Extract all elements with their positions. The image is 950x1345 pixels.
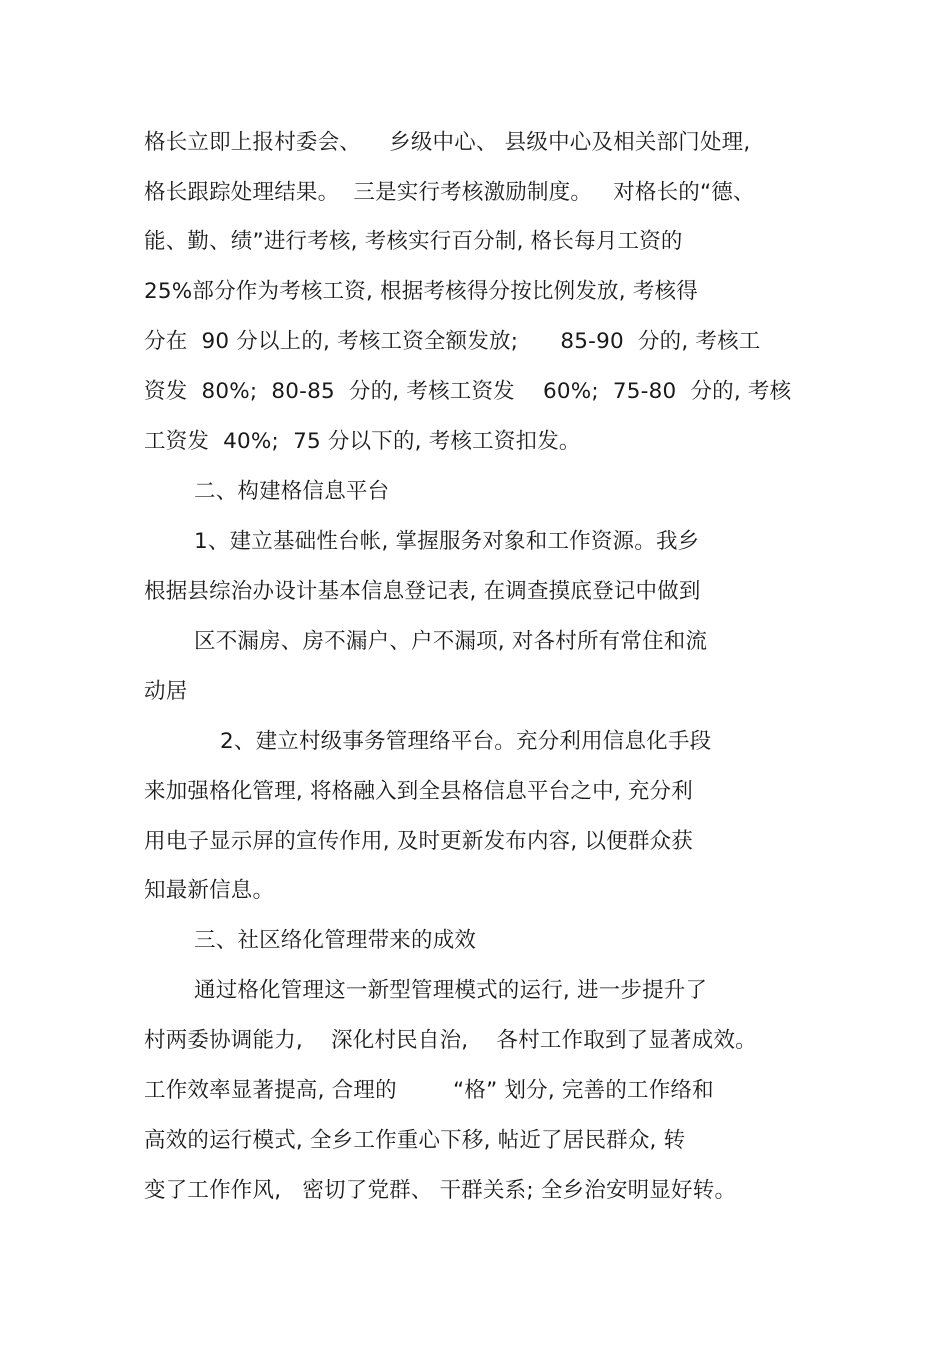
text-line: 高效的运行模式, 全乡工作重心下移, 帖近了居民群众, 转 [144,1128,686,1153]
text-line: 区不漏房、房不漏户、户不漏项, 对各村所有常住和流 [194,629,708,654]
text-line: 工资发 40%; 75 分以下的, 考核工资扣发。 [144,429,581,454]
text-line: 25%部分作为考核工资, 根据考核得分按比例发放, 考核得 [144,279,698,304]
text-line: 格长立即上报村委会、 乡级中心、 县级中心及相关部门处理, [144,130,751,155]
text-line: 村两委协调能力, 深化村民自治, 各村工作取到了显著成效。 [144,1028,757,1053]
text-line: 来加强格化管理, 将格融入到全县格信息平台之中, 充分利 [144,779,693,804]
text-line: 根据县综治办设计基本信息登记表, 在调查摸底登记中做到 [144,579,701,604]
text-line: 工作效率显著提高, 合理的 “格” 划分, 完善的工作络和 [144,1078,714,1103]
text-line: 1、建立基础性台帐, 掌握服务对象和工作资源。我乡 [194,529,700,554]
text-line: 2、建立村级事务管理络平台。充分利用信息化手段 [220,729,712,754]
text-line: 动居 [144,679,188,704]
text-line: 能、勤、绩”进行考核, 考核实行百分制, 格长每月工资的 [144,229,683,254]
text-line: 知最新信息。 [144,878,275,903]
section-heading: 二、构建格信息平台 [194,479,390,504]
text-line: 分在 90 分以上的, 考核工资全额发放; 85-90 分的, 考核工 [144,329,761,354]
text-line: 通过格化管理这一新型管理模式的运行, 进一步提升了 [194,978,708,1003]
text-line: 格长跟踪处理结果。 三是实行考核激励制度。 对格长的“德、 [144,180,755,205]
section-heading: 三、社区络化管理带来的成效 [194,928,477,953]
text-line: 变了工作作风, 密切了党群、 干群关系; 全乡治安明显好转。 [144,1178,737,1203]
text-line: 资发 80%; 80-85 分的, 考核工资发 60%; 75-80 分的, 考核 [144,379,792,404]
text-line: 用电子显示屏的宣传作用, 及时更新发布内容, 以便群众获 [144,829,693,854]
